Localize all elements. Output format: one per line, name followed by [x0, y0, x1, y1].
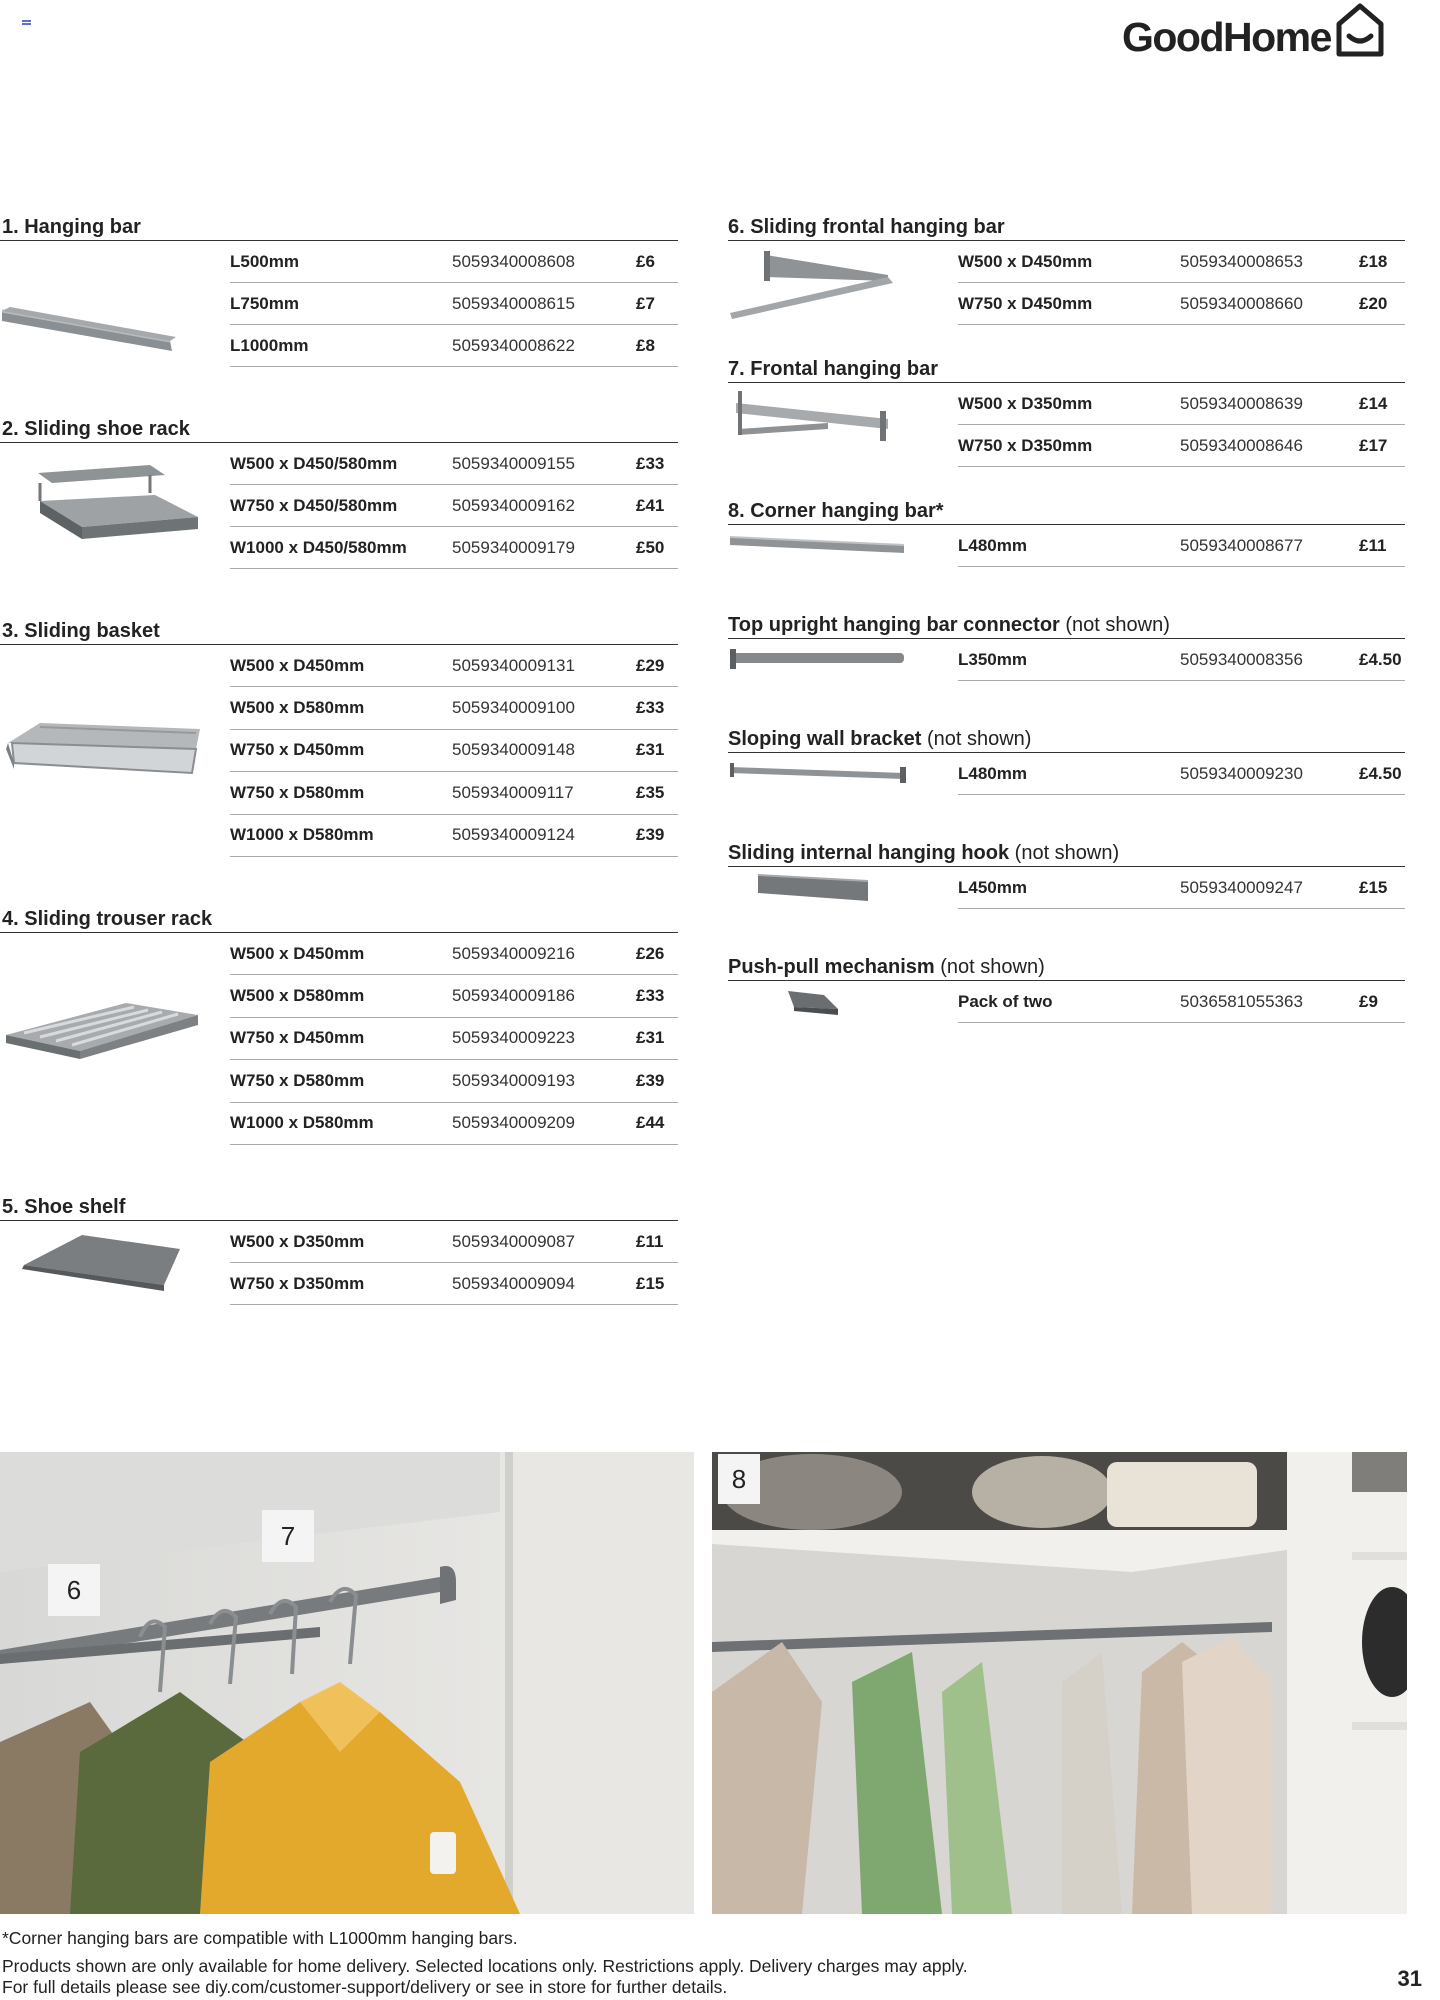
- size: W500 x D450mm: [230, 943, 365, 963]
- size: W500 x D450mm: [230, 655, 365, 675]
- ean-code: 5059340009087: [452, 1231, 575, 1251]
- section-title: 1. Hanging bar: [0, 214, 678, 241]
- ean-code: 5059340008608: [452, 251, 575, 271]
- ean-code: 5059340008646: [1180, 435, 1303, 455]
- table-row: [230, 975, 678, 1017]
- size: W1000 x D450/580mm: [230, 537, 407, 557]
- size: W750 x D450mm: [230, 740, 365, 760]
- size: Pack of two: [958, 991, 1053, 1011]
- price: £50: [636, 537, 665, 557]
- size: L450mm: [958, 877, 1027, 897]
- section-hanging-bar: [0, 214, 678, 372]
- ean-code: 5059340009124: [452, 825, 575, 845]
- section-title-text: 8. Corner hanging bar*: [728, 500, 944, 522]
- section-title: [728, 726, 1405, 753]
- ean-code: 5059340009162: [452, 495, 575, 515]
- size: W500 x D450mm: [958, 251, 1093, 271]
- corner-hanging-bar-image: [728, 525, 958, 572]
- push-pull-image: [728, 981, 958, 1028]
- section-title: [728, 840, 1405, 867]
- size: W500 x D580mm: [230, 698, 365, 718]
- table-row: [230, 1263, 678, 1305]
- ean-code: 5059340008615: [452, 293, 575, 313]
- table-row: [230, 1103, 678, 1145]
- size: L750mm: [230, 293, 299, 313]
- price: £4.50: [1359, 649, 1402, 669]
- table-row: [958, 867, 1405, 909]
- photo-tag: 8: [718, 1454, 760, 1504]
- ean-code: 5059340008639: [1180, 393, 1303, 413]
- photo-tag: 7: [262, 1510, 314, 1562]
- table-row: [230, 1221, 678, 1263]
- section-title: [728, 498, 1405, 525]
- section-title: [728, 954, 1405, 981]
- sliding-frontal-hanging-bar-image: [728, 241, 958, 330]
- table-row: [958, 283, 1405, 325]
- wardrobe-photo-corner-bar: [712, 1452, 1407, 1914]
- price: £33: [636, 986, 665, 1006]
- table-row: [230, 485, 678, 527]
- size: W750 x D350mm: [958, 435, 1093, 455]
- table-row: [958, 525, 1405, 567]
- price: £31: [636, 740, 665, 760]
- table-row: [230, 687, 678, 729]
- table-row: [230, 325, 678, 367]
- price: £35: [636, 782, 665, 802]
- table-row: [230, 283, 678, 325]
- ean-code: 5059340009094: [452, 1273, 575, 1293]
- ean-code: 5059340009216: [452, 943, 575, 963]
- section-note: (not shown): [1009, 842, 1120, 864]
- language-flag-icon[interactable]: [22, 20, 31, 27]
- ean-code: 5059340009117: [452, 782, 574, 802]
- ean-code: 5059340009247: [1180, 877, 1303, 897]
- table-row: [230, 443, 678, 485]
- section-title: 5. Shoe shelf: [0, 1194, 678, 1221]
- section-title: 3. Sliding basket: [0, 618, 678, 645]
- size: W500 x D450/580mm: [230, 453, 398, 473]
- table-row: [230, 815, 678, 857]
- delivery-details-note: For full details please see diy.com/customer-support/delivery or see in store for further details.: [2, 1977, 728, 1997]
- price: £11: [636, 1231, 664, 1251]
- table-row: [958, 753, 1405, 795]
- section-sliding-frontal-hanging-bar: [728, 214, 1405, 330]
- hanging-bar-image: [0, 241, 230, 372]
- table-row: [230, 241, 678, 283]
- connector-image: [728, 639, 958, 686]
- ean-code: 5059340009148: [452, 740, 575, 760]
- price: £39: [636, 825, 665, 845]
- section-top-upright-connector: [728, 612, 1405, 686]
- price: £15: [636, 1273, 665, 1293]
- section-corner-hanging-bar: [728, 498, 1405, 572]
- delivery-note: Products shown are only available for home delivery. Selected locations only. Restrictions apply. Delivery charges may apply.: [2, 1956, 968, 1976]
- section-sliding-shoe-rack: [0, 416, 678, 574]
- table-row: [230, 772, 678, 814]
- table-row: [958, 981, 1405, 1023]
- price: £41: [636, 495, 665, 515]
- ean-code: 5059340009230: [1180, 763, 1303, 783]
- section-title-text: Push-pull mechanism: [728, 956, 935, 978]
- section-title-text: Sliding internal hanging hook: [728, 842, 1010, 864]
- size: W750 x D450mm: [958, 293, 1093, 313]
- shoe-shelf-image: [0, 1221, 230, 1310]
- ean-code: 5059340008622: [452, 335, 575, 355]
- ean-code: 5059340009155: [452, 453, 575, 473]
- size: W750 x D580mm: [230, 782, 365, 802]
- size: W500 x D580mm: [230, 986, 365, 1006]
- size: W750 x D350mm: [230, 1273, 365, 1293]
- size: L350mm: [958, 649, 1027, 669]
- price: £26: [636, 943, 665, 963]
- frontal-hanging-bar-image: [728, 383, 958, 472]
- section-title-text: 6. Sliding frontal hanging bar: [728, 216, 1005, 238]
- price: £29: [636, 655, 665, 675]
- ean-code: 5059340008677: [1180, 535, 1303, 555]
- footer-notes: [2, 1928, 968, 1998]
- ean-code: 5059340009223: [452, 1028, 575, 1048]
- sliding-basket-image: [0, 645, 230, 862]
- footnote-corner-bars: *Corner hanging bars are compatible with L1000mm hanging bars.: [2, 1928, 518, 1948]
- section-title-text: 7. Frontal hanging bar: [728, 358, 939, 380]
- sliding-trouser-rack-image: [0, 933, 230, 1150]
- section-title: 2. Sliding shoe rack: [0, 416, 678, 443]
- ean-code: 5059340009193: [452, 1070, 575, 1090]
- price: £20: [1359, 293, 1388, 313]
- section-sloping-wall-bracket: [728, 726, 1405, 800]
- sliding-shoe-rack-image: [0, 443, 230, 574]
- ean-code: 5059340009179: [452, 537, 575, 557]
- price: £44: [636, 1113, 665, 1133]
- section-title: 4. Sliding trouser rack: [0, 906, 678, 933]
- size: W750 x D580mm: [230, 1070, 365, 1090]
- ean-code: 5059340009186: [452, 986, 575, 1006]
- table-row: [230, 933, 678, 975]
- price: £14: [1359, 393, 1388, 413]
- section-note: (not shown): [1059, 614, 1170, 636]
- price: £9: [1359, 991, 1378, 1011]
- price: £31: [636, 1028, 665, 1048]
- page-number: 31: [1397, 1966, 1422, 1991]
- price: £11: [1359, 535, 1387, 555]
- table-row: [230, 1018, 678, 1060]
- size: W1000 x D580mm: [230, 1113, 374, 1133]
- price: £33: [636, 453, 665, 473]
- price: £18: [1359, 251, 1388, 271]
- table-row: [230, 730, 678, 772]
- sloping-wall-bracket-image: [728, 753, 958, 800]
- size: L1000mm: [230, 335, 309, 355]
- ean-code: 5059340008653: [1180, 251, 1303, 271]
- table-row: [230, 1060, 678, 1102]
- lifestyle-photos: [0, 1452, 1407, 1914]
- size: W1000 x D580mm: [230, 825, 374, 845]
- table-row: [230, 645, 678, 687]
- section-frontal-hanging-bar: [728, 356, 1405, 472]
- price: £17: [1359, 435, 1388, 455]
- table-row: [230, 527, 678, 569]
- ean-code: 5059340009100: [452, 698, 575, 718]
- photo-tag: 6: [48, 1564, 100, 1616]
- section-title: [728, 356, 1405, 383]
- price: £33: [636, 698, 665, 718]
- size: W500 x D350mm: [958, 393, 1093, 413]
- size: L500mm: [230, 251, 299, 271]
- section-push-pull-mechanism: [728, 954, 1405, 1028]
- section-sliding-trouser-rack: [0, 906, 678, 1150]
- section-note: (not shown): [921, 728, 1032, 750]
- section-title: [728, 214, 1405, 241]
- ean-code: 5059340009209: [452, 1113, 575, 1133]
- right-product-column: [728, 214, 1405, 1028]
- price: £6: [636, 251, 655, 271]
- section-note: (not shown): [934, 956, 1045, 978]
- price: £39: [636, 1070, 665, 1090]
- section-sliding-basket: [0, 618, 678, 862]
- ean-code: 5036581055363: [1180, 991, 1303, 1011]
- table-row: [958, 425, 1405, 467]
- wardrobe-photo-frontal-bars: [0, 1452, 694, 1914]
- size: L480mm: [958, 763, 1027, 783]
- house-icon: [1335, 2, 1385, 58]
- goodhome-logo: [1122, 0, 1385, 58]
- ean-code: 5059340009131: [452, 655, 575, 675]
- table-row: [958, 241, 1405, 283]
- size: W500 x D350mm: [230, 1231, 365, 1251]
- table-row: [958, 383, 1405, 425]
- hanging-hook-image: [728, 867, 958, 914]
- table-row: [958, 639, 1405, 681]
- ean-code: 5059340008660: [1180, 293, 1303, 313]
- section-sliding-internal-hanging-hook: [728, 840, 1405, 914]
- section-shoe-shelf: [0, 1194, 678, 1310]
- section-title: [728, 612, 1405, 639]
- logo-text: GoodHome: [1122, 14, 1331, 60]
- left-product-column: [0, 214, 678, 1310]
- price: £7: [636, 293, 655, 313]
- size: W750 x D450mm: [230, 1028, 365, 1048]
- price: £15: [1359, 877, 1388, 897]
- ean-code: 5059340008356: [1180, 649, 1303, 669]
- size: W750 x D450/580mm: [230, 495, 398, 515]
- section-title-text: Sloping wall bracket: [728, 728, 922, 750]
- size: L480mm: [958, 535, 1027, 555]
- price: £4.50: [1359, 763, 1402, 783]
- price: £8: [636, 335, 655, 355]
- section-title-text: Top upright hanging bar connector: [728, 614, 1060, 636]
